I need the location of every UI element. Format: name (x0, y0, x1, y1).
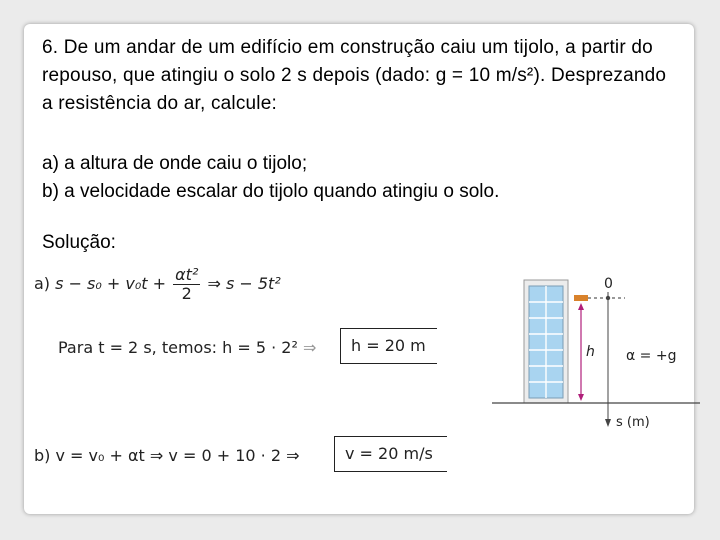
solution-b-equation (34, 446, 300, 465)
solution-b-prefix: b) (34, 446, 51, 465)
solution-a-lhs: s − s₀ + v₀t + (55, 274, 167, 293)
alpha-label: α = +g (626, 348, 677, 364)
solution-a-rhs: ⇒ s − 5t² (207, 274, 281, 293)
para-text: Para t = 2 s, temos: h = 5 · 2² (58, 338, 298, 357)
result-box-a: h = 20 m (340, 328, 437, 364)
problem-statement: 6. De um andar de um edifício em construção caiu um tijolo, a partir do repouso, que atingiu o solo 2 s depois (dado: g = 10 m/s²). Desprezando a resistência do ar, calcule: (42, 37, 667, 114)
fraction-numerator: αt² (175, 265, 199, 284)
height-arrow-bottom (578, 394, 584, 401)
solution-a-equation (34, 266, 281, 303)
item-a: a) a altura de onde caiu o tijolo; (42, 153, 308, 174)
solution-a-substitution (58, 338, 316, 357)
s-axis-arrowhead (605, 419, 611, 427)
solution-a-fraction (173, 266, 200, 303)
fraction-denominator: 2 (181, 284, 192, 303)
solution-a-prefix: a) (34, 274, 51, 293)
solution-b-eq: v = v₀ + αt ⇒ v = 0 + 10 · 2 ⇒ (55, 446, 300, 465)
h-label: h (586, 344, 595, 360)
building-figure (480, 270, 700, 440)
problem-items (42, 150, 682, 206)
solution-label: Solução: (42, 232, 116, 253)
origin-dot (606, 296, 610, 300)
item-b: b) a velocidade escalar do tijolo quando atingiu o solo. (42, 181, 500, 202)
height-arrow-top (578, 303, 584, 310)
result-box-b: v = 20 m/s (334, 436, 447, 472)
para-arrow: ⇒ (302, 338, 317, 357)
brick (574, 295, 588, 301)
zero-label: 0 (604, 276, 613, 292)
s-axis-label: s (m) (616, 415, 650, 430)
